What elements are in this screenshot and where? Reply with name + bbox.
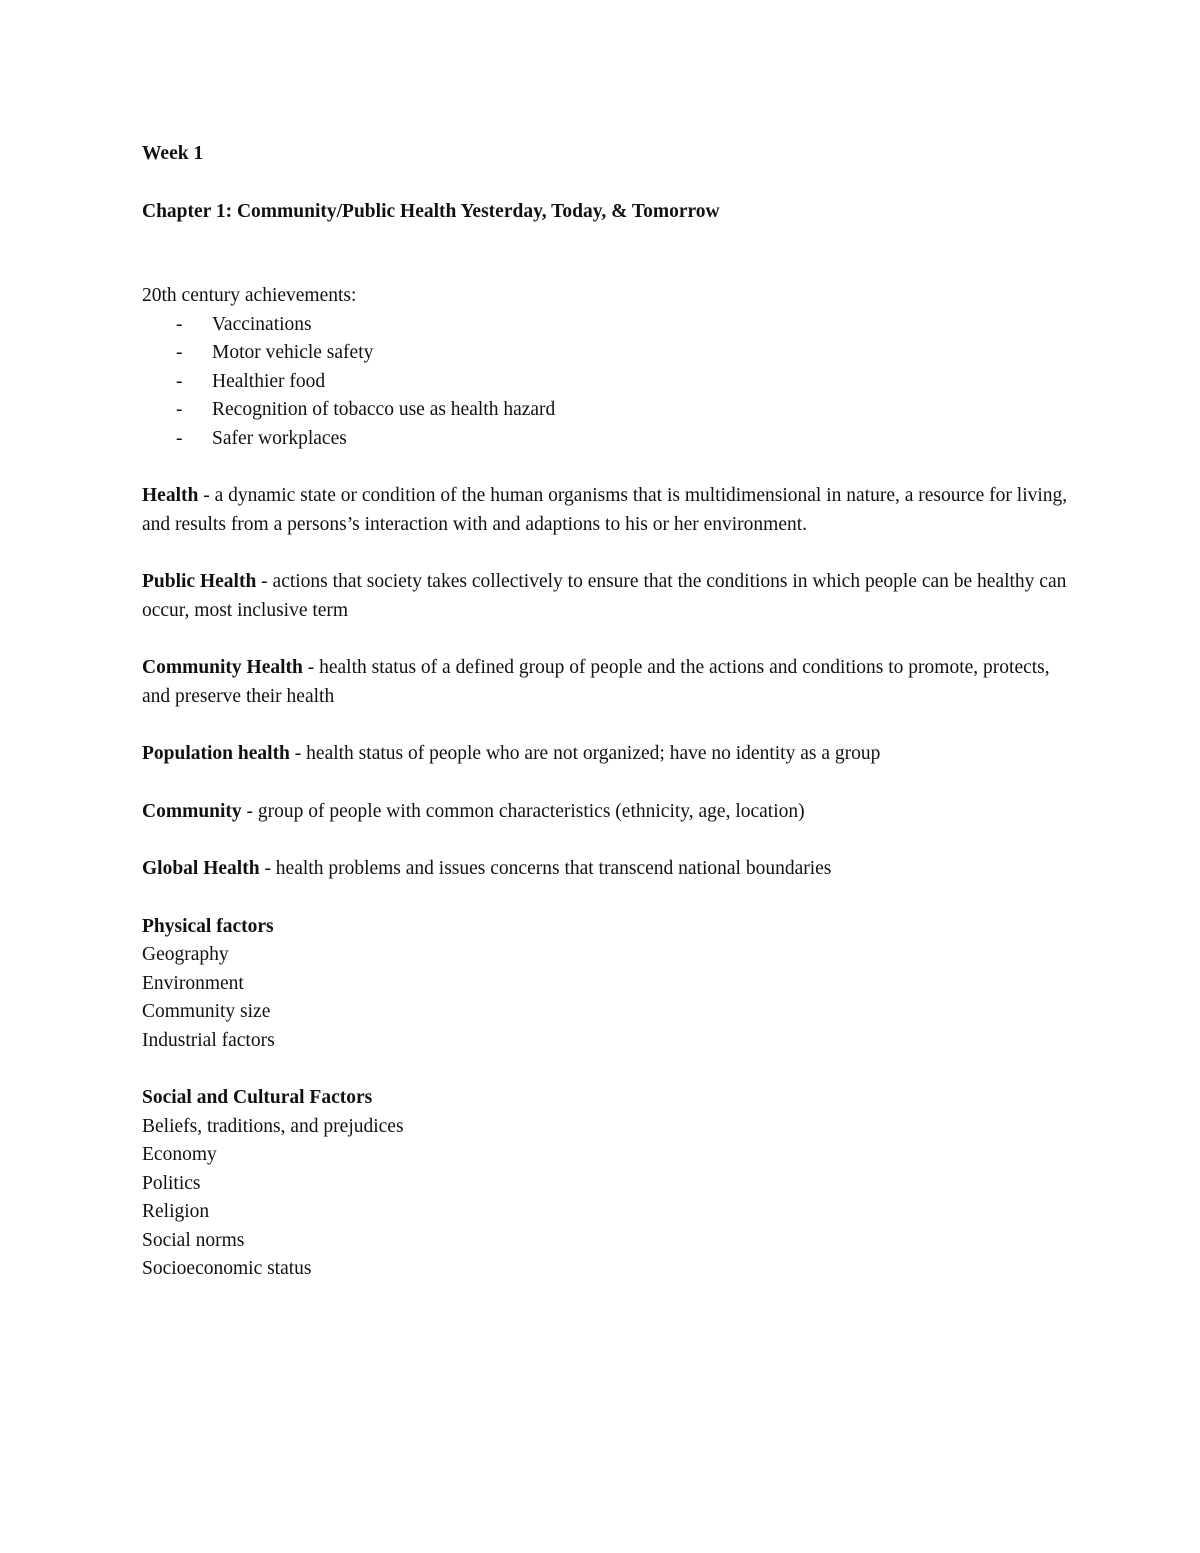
- list-item: [142, 396, 1082, 425]
- list-item: Beliefs, traditions, and prejudices: [142, 1115, 404, 1137]
- definition-term: Health: [142, 485, 199, 506]
- list-item: Social norms: [142, 1229, 245, 1251]
- social-factors-heading: Social and Cultural Factors: [142, 1087, 373, 1108]
- definition-term: Population health: [142, 743, 290, 764]
- list-item-text: Healthier food: [212, 370, 326, 392]
- document-page: [142, 140, 1082, 1284]
- dash-bullet: -: [176, 342, 183, 363]
- achievements-list: [142, 311, 1082, 454]
- dash-bullet: -: [176, 427, 183, 449]
- definition-text: - actions that society takes collectively to ensure that the conditions in which people can be healthy can occur, most inclusive term: [142, 571, 1067, 621]
- definition-term: Global Health: [142, 858, 260, 879]
- dash-bullet: -: [176, 313, 183, 335]
- list-item: [142, 339, 1082, 368]
- list-item-text: Vaccinations: [212, 313, 312, 335]
- definition-text: - health problems and issues concerns that transcend national boundaries: [259, 858, 832, 879]
- list-item: Community size: [142, 1001, 271, 1022]
- list-item: Economy: [142, 1144, 217, 1165]
- social-factors-section: [142, 1084, 1082, 1284]
- list-item-text: Motor vehicle safety: [212, 342, 374, 363]
- list-item: Religion: [142, 1201, 210, 1222]
- definition-global-health: [142, 855, 1082, 884]
- physical-factors-heading: Physical factors: [142, 915, 274, 937]
- list-item: Geography: [142, 944, 229, 965]
- week-heading: Week 1: [142, 143, 204, 164]
- definition-community-health: [142, 654, 1082, 711]
- definition-term: Public Health: [142, 571, 257, 592]
- definition-text: - a dynamic state or condition of the human organisms that is multidimensional in nature, a resource for living, and results from a persons’s interaction with and adaptions to his or her environment.: [142, 485, 1068, 535]
- physical-factors-section: [142, 913, 1082, 1056]
- list-item: Environment: [142, 972, 244, 994]
- dash-bullet: -: [176, 399, 183, 420]
- definition-community: [142, 798, 1082, 827]
- definition-term: Community: [142, 800, 242, 822]
- definition-text: - health status of a defined group of people and the actions and conditions to promote, protects, and preserve their health: [142, 657, 1050, 707]
- achievements-intro: 20th century achievements:: [142, 285, 357, 306]
- list-item: [142, 368, 1082, 397]
- list-item-text: Recognition of tobacco use as health hazard: [212, 399, 556, 420]
- list-item-text: Safer workplaces: [212, 427, 347, 449]
- definition-health: [142, 482, 1082, 539]
- definition-public-health: [142, 568, 1082, 625]
- chapter-title: Chapter 1: Community/Public Health Yesterday, Today, & Tomorrow: [142, 200, 720, 222]
- definition-text: - group of people with common characteristics (ethnicity, age, location): [241, 800, 805, 822]
- list-item: [142, 425, 1082, 454]
- list-item: [142, 311, 1082, 340]
- achievements-section: [142, 282, 1082, 453]
- dash-bullet: -: [176, 370, 183, 392]
- list-item: Politics: [142, 1172, 201, 1194]
- definition-text: - health status of people who are not organized; have no identity as a group: [289, 743, 881, 764]
- definition-term: Community Health: [142, 657, 303, 678]
- list-item: Industrial factors: [142, 1029, 275, 1051]
- definition-population-health: [142, 740, 1082, 769]
- list-item: Socioeconomic status: [142, 1258, 312, 1279]
